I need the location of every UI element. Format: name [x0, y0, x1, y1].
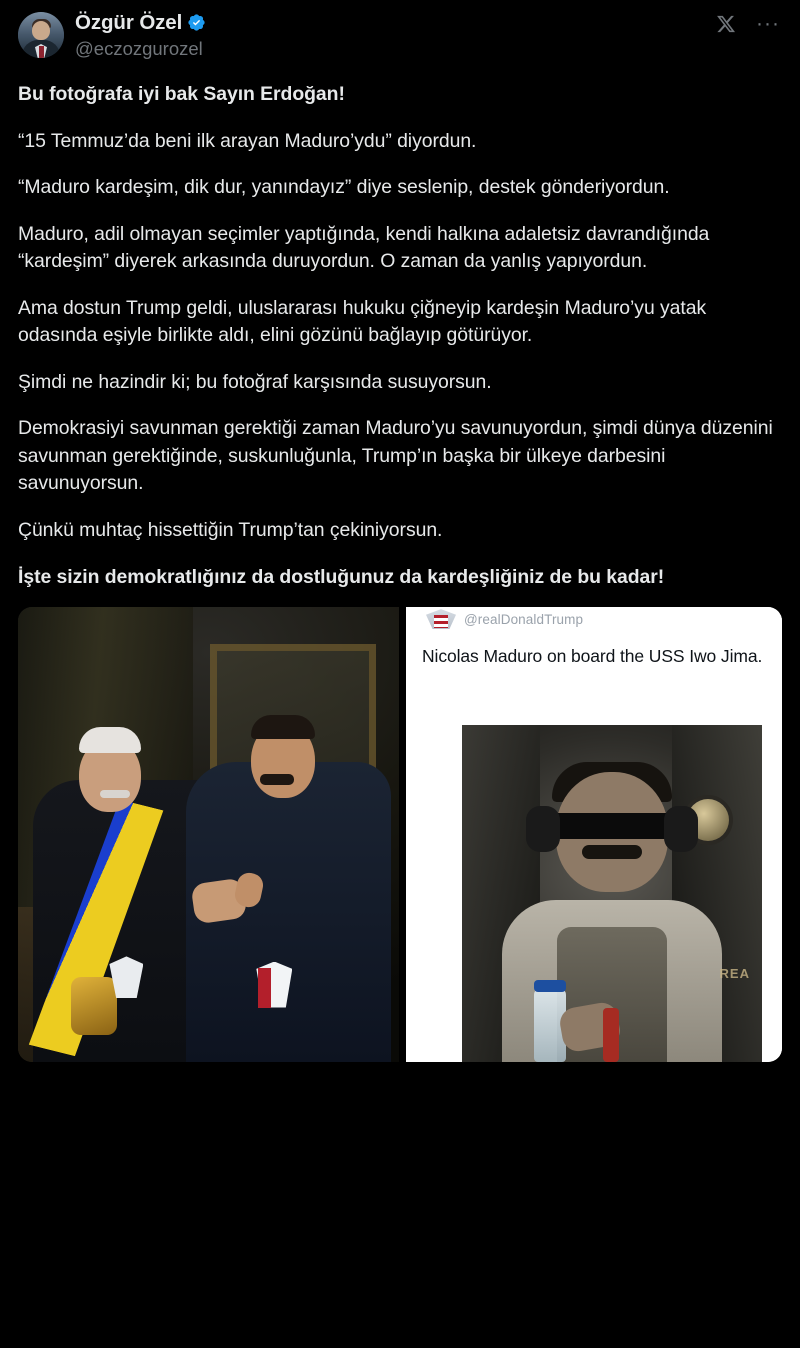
water-bottle-cap: [534, 980, 566, 992]
erdogan-hair: [79, 727, 141, 753]
tweet-paragraph: Bu fotoğrafa iyi bak Sayın Erdoğan!: [18, 83, 345, 105]
ear-protection-right: [664, 806, 698, 852]
tweet-paragraph: Ama dostun Trump geldi, uluslararası hukuku çiğneyip kardeşin Maduro’yu yatak odasında eşiyle birlikte aldı, elini gözünü bağlayıp götürüyor.: [18, 296, 707, 347]
author-handle[interactable]: @eczozgurozel: [75, 37, 203, 59]
maduro-hair: [251, 715, 315, 739]
tweet-media-grid: [18, 607, 782, 1062]
display-name-row: [75, 11, 206, 35]
quoted-screenshot-text: Nicolas Maduro on board the USS Iwo Jima.: [422, 646, 763, 667]
avatar[interactable]: [18, 12, 64, 58]
more-options-icon[interactable]: ···: [756, 12, 780, 35]
photo-watermark: REA: [719, 966, 750, 982]
maduro-custody-photo: [462, 725, 762, 1062]
tweet-paragraph: “Maduro kardeşim, dik dur, yanındayız” diye seslenip, destek gönderiyordun.: [18, 176, 670, 199]
detainee-moustache: [582, 845, 642, 859]
quoted-account-handle: @realDonaldTrump: [464, 611, 584, 627]
author-name-block: [75, 10, 206, 59]
sash-medal: [71, 977, 117, 1035]
tweet-paragraph: Demokrasiyi savunman gerektiği zaman Maduro’yu savunuyordun, şimdi dünya düzenini savunman gerektiğinde, suskunluğunla, Trump’ın başka bir ülkeye darbesini savunuyorsun.: [18, 417, 773, 495]
tweet-paragraph: Maduro, adil olmayan seçimler yaptığında, kendi halkına adaletsiz davrandığında “kardeşim” diyerek arkasında duruyordun. O zaman da yanlış yapıyordun.: [18, 222, 710, 273]
x-logo-icon[interactable]: [716, 14, 736, 34]
tweet-paragraph: “15 Temmuz’da beni ilk arayan Maduro’ydu” diyordun.: [18, 129, 477, 152]
media-image-right[interactable]: [406, 607, 782, 1062]
blindfold: [543, 813, 681, 839]
tweet-text: [18, 81, 782, 591]
maduro-moustache: [260, 774, 294, 785]
tweet-paragraph: Şimdi ne hazindir ki; bu fotoğraf karşısında susuyorsun.: [18, 370, 492, 393]
erdogan-moustache: [100, 790, 130, 798]
maduro-tie: [258, 968, 271, 1008]
verified-badge-icon: [187, 13, 206, 32]
red-object: [603, 1008, 619, 1062]
media-image-left[interactable]: [18, 607, 399, 1062]
tweet-paragraph: İşte sizin demokratlığınız da dostluğunuz da kardeşliğiniz de bu kadar!: [18, 565, 665, 588]
ear-protection-left: [526, 806, 560, 852]
presidential-seal-icon: [426, 609, 456, 629]
author-display-name[interactable]: Özgür Özel: [75, 11, 183, 34]
avatar-tie: [39, 46, 44, 58]
quoted-screenshot: [406, 607, 782, 1062]
tweet-header: [18, 10, 782, 68]
header-actions: [716, 10, 782, 34]
quoted-screenshot-header: [422, 607, 766, 630]
tweet-paragraph: Çünkü muhtaç hissettiğin Trump’tan çekiniyorsun.: [18, 519, 443, 542]
avatar-head: [32, 21, 50, 40]
